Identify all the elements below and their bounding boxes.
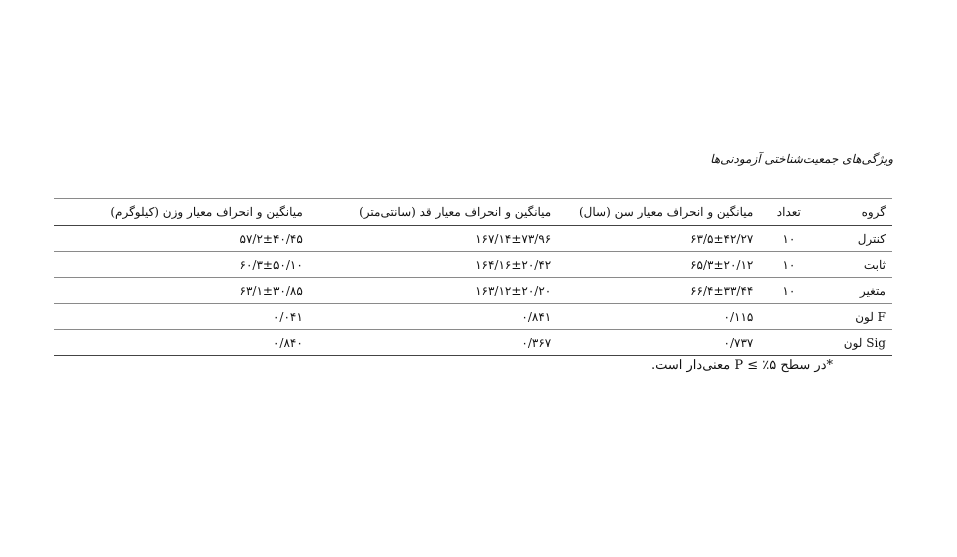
cell-height: ۰/۳۶۷ (309, 330, 557, 356)
cell-group: ثابت (818, 252, 892, 278)
cell-age: ۰/۷۳۷ (557, 330, 759, 356)
header-age: میانگین و انحراف معیار سن (سال) (557, 199, 759, 226)
cell-group: کنترل (818, 226, 892, 252)
header-group: گروه (818, 199, 892, 226)
cell-weight: ۶۰/۳±۵۰/۱۰ (54, 252, 309, 278)
cell-height: ۱۶۴/۱۶±۲۰/۴۲ (309, 252, 557, 278)
cell-age: ۶۶/۴±۳۳/۴۴ (557, 278, 759, 304)
header-height: میانگین و انحراف معیار قد (سانتی‌متر) (309, 199, 557, 226)
table-row (54, 252, 892, 278)
cell-group: F لون (818, 304, 892, 330)
cell-count (759, 330, 818, 356)
cell-count (759, 304, 818, 330)
cell-age: ۰/۱۱۵ (557, 304, 759, 330)
table-row (54, 278, 892, 304)
cell-height: ۰/۸۴۱ (309, 304, 557, 330)
header-count: تعداد (759, 199, 818, 226)
cell-age: ۶۳/۵±۴۲/۲۷ (557, 226, 759, 252)
cell-weight: ۵۷/۲±۴۰/۴۵ (54, 226, 309, 252)
cell-height: ۱۶۷/۱۴±۷۳/۹۶ (309, 226, 557, 252)
table-row (54, 226, 892, 252)
cell-age: ۶۵/۳±۲۰/۱۲ (557, 252, 759, 278)
table-body (54, 226, 892, 356)
demographics-table (54, 198, 892, 356)
table-caption: ویژگی‌های جمعیت‌شناختی آزمودنی‌ها (710, 152, 893, 166)
table-header (54, 199, 892, 226)
table-row (54, 330, 892, 356)
header-row (54, 199, 892, 226)
cell-count: ۱۰ (759, 226, 818, 252)
table-row (54, 304, 892, 330)
header-weight: میانگین و انحراف معیار وزن (کیلوگرم) (54, 199, 309, 226)
cell-weight: ۶۳/۱±۳۰/۸۵ (54, 278, 309, 304)
cell-group: متغیر (818, 278, 892, 304)
cell-height: ۱۶۳/۱۲±۲۰/۲۰ (309, 278, 557, 304)
significance-footnote: *در سطح ۵٪ ≥ P معنی‌دار است. (651, 358, 833, 373)
cell-count: ۱۰ (759, 252, 818, 278)
cell-weight: ۰/۰۴۱ (54, 304, 309, 330)
cell-count: ۱۰ (759, 278, 818, 304)
cell-weight: ۰/۸۴۰ (54, 330, 309, 356)
cell-group: Sig لون (818, 330, 892, 356)
